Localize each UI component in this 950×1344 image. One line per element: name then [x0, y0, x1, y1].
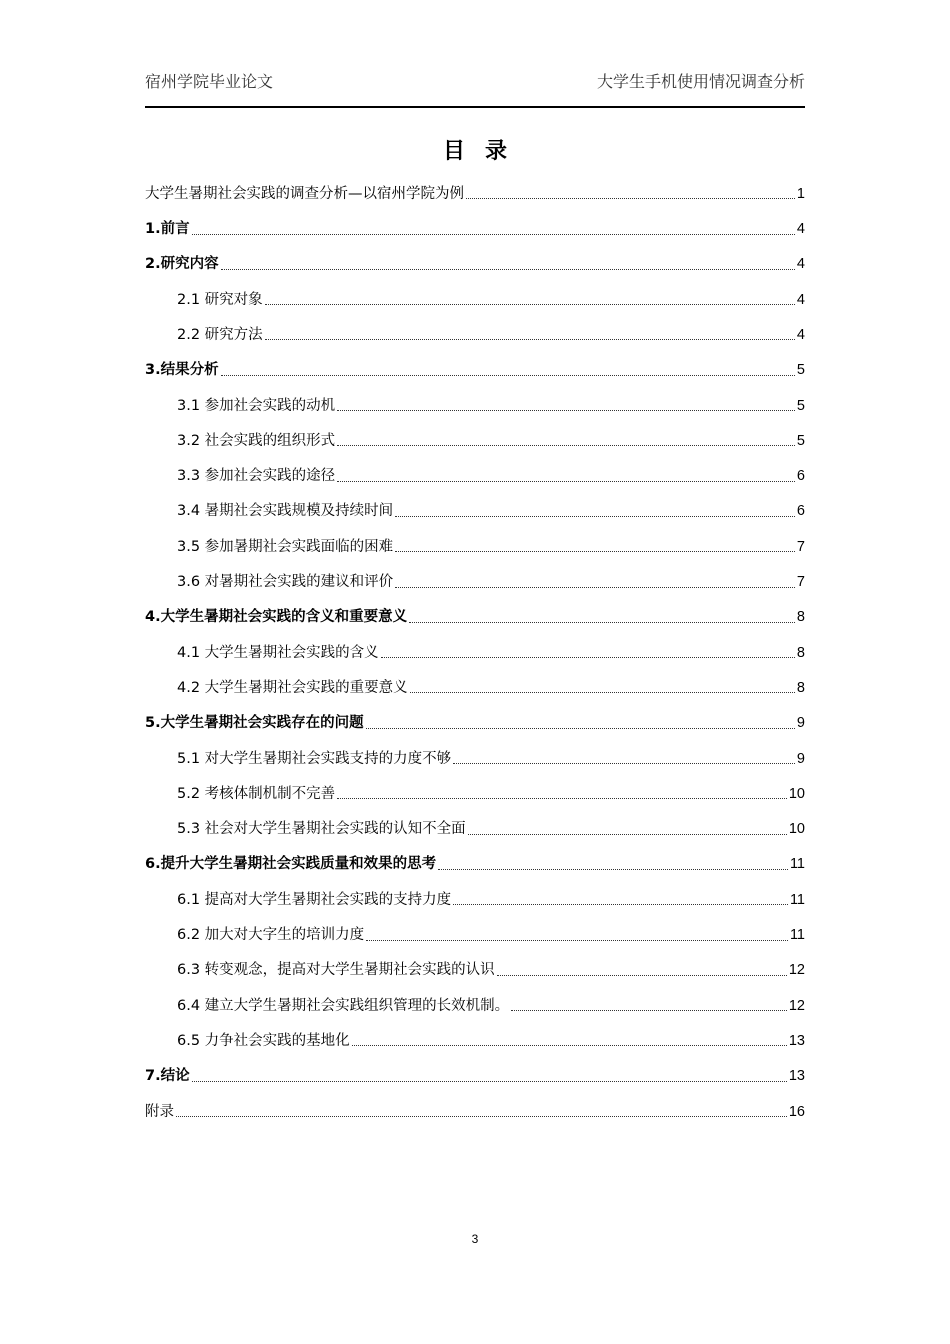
toc-entry-page: 8 — [796, 609, 805, 626]
toc-entry-label: 3.2 社会实践的组织形式 — [177, 432, 336, 449]
toc-entry-label: 6.3 转变观念，提高对大学生暑期社会实践的认识 — [177, 962, 495, 979]
toc-entry-label: 2.研究内容 — [145, 256, 219, 273]
toc-dot-leader — [265, 304, 795, 305]
toc-entry[interactable] — [145, 456, 805, 491]
toc-entry-label: 3.3 参加社会实践的途径 — [177, 468, 336, 485]
header-divider — [145, 106, 805, 108]
toc-entry-label: 5.2 考核体制机制不完善 — [177, 785, 336, 802]
toc-entry-label: 3.结果分析 — [145, 362, 219, 379]
toc-entry-label: 6.2 加大对大字生的培训力度 — [177, 927, 365, 944]
toc-entry-label: 2.2 研究方法 — [177, 326, 263, 343]
toc-entry[interactable] — [145, 386, 805, 421]
toc-entry-label: 5.3 社会对大学生暑期社会实践的认知不全面 — [177, 821, 466, 838]
toc-entry-page: 7 — [796, 574, 805, 591]
toc-entry[interactable] — [145, 915, 805, 950]
toc-entry-label: 3.5 参加暑期社会实践面临的困难 — [177, 538, 394, 555]
toc-dot-leader — [511, 1010, 787, 1011]
toc-dot-leader — [192, 234, 795, 235]
toc-entry-page: 16 — [788, 1103, 805, 1120]
toc-dot-leader — [395, 516, 795, 517]
toc-dot-leader — [410, 692, 795, 693]
toc-entry-page: 10 — [788, 785, 805, 802]
toc-dot-leader — [366, 940, 788, 941]
toc-entry-label: 5.大学生暑期社会实践存在的问题 — [145, 715, 364, 732]
toc-dot-leader — [453, 763, 795, 764]
toc-entry-label: 1.前言 — [145, 221, 190, 238]
toc-entry[interactable] — [145, 703, 805, 738]
toc-dot-leader — [381, 657, 795, 658]
toc-dot-leader — [497, 975, 787, 976]
toc-entry[interactable] — [145, 527, 805, 562]
toc-entry-label: 2.1 研究对象 — [177, 291, 263, 308]
toc-entry[interactable] — [145, 880, 805, 915]
toc-entry[interactable] — [145, 809, 805, 844]
page-header — [145, 66, 805, 92]
toc-dot-leader — [221, 269, 795, 270]
toc-entry[interactable] — [145, 1021, 805, 1056]
toc-entry-label: 6.5 力争社会实践的基地化 — [177, 1032, 350, 1049]
toc-entry-page: 9 — [796, 715, 805, 732]
toc-entry-page: 13 — [788, 1068, 805, 1085]
toc-entry-label: 3.1 参加社会实践的动机 — [177, 397, 336, 414]
toc-entry-page: 13 — [788, 1032, 805, 1049]
toc-entry-page: 11 — [789, 927, 805, 944]
toc-entry[interactable] — [145, 951, 805, 986]
toc-entry[interactable] — [145, 350, 805, 385]
toc-dot-leader — [221, 375, 795, 376]
toc-dot-leader — [466, 198, 795, 199]
toc-entry[interactable] — [145, 245, 805, 280]
toc-dot-leader — [409, 622, 795, 623]
toc-entry[interactable] — [145, 986, 805, 1021]
toc-entry-page: 7 — [796, 538, 805, 555]
toc-entry-page: 8 — [796, 679, 805, 696]
toc-entry[interactable] — [145, 1056, 805, 1091]
toc-dot-leader — [265, 339, 795, 340]
toc-entry-page: 4 — [796, 291, 805, 308]
toc-entry-label: 6.1 提高对大学生暑期社会实践的支持力度 — [177, 891, 452, 908]
toc-entry[interactable] — [145, 315, 805, 350]
toc-title: 目录 — [442, 139, 527, 164]
toc-entry[interactable] — [145, 174, 805, 209]
toc-entry[interactable] — [145, 668, 805, 703]
toc-entry[interactable] — [145, 562, 805, 597]
toc-entry-page: 12 — [788, 997, 805, 1014]
toc-entry[interactable] — [145, 774, 805, 809]
toc-entry[interactable] — [145, 598, 805, 633]
toc-dot-leader — [176, 1116, 787, 1117]
toc-dot-leader — [337, 445, 795, 446]
toc-dot-leader — [337, 481, 795, 482]
toc-entry-label: 4.2 大学生暑期社会实践的重要意义 — [177, 679, 408, 696]
toc-entry-page: 5 — [796, 362, 805, 379]
toc-entry-label: 4.大学生暑期社会实践的含义和重要意义 — [145, 609, 408, 626]
toc-entry[interactable] — [145, 492, 805, 527]
toc-dot-leader — [453, 904, 788, 905]
toc-entry[interactable] — [145, 421, 805, 456]
toc-entry-page: 5 — [796, 432, 805, 449]
toc-dot-leader — [352, 1045, 787, 1046]
toc-dot-leader — [438, 869, 788, 870]
toc-entry-page: 8 — [796, 644, 805, 661]
toc-entry-label: 4.1 大学生暑期社会实践的含义 — [177, 644, 379, 661]
toc-entry-label: 3.4 暑期社会实践规模及持续时间 — [177, 503, 394, 520]
toc-entry[interactable] — [145, 1092, 805, 1127]
toc-entry[interactable] — [145, 739, 805, 774]
page-number: 3 — [471, 1232, 479, 1246]
toc-entry-label: 附录 — [145, 1103, 174, 1120]
toc-entry[interactable] — [145, 633, 805, 668]
toc-entry-label: 6.提升大学生暑期社会实践质量和效果的思考 — [145, 856, 437, 873]
header-right-title: 大学生手机使用情况调查分析 — [596, 72, 805, 91]
toc-entry-page: 11 — [789, 856, 805, 873]
toc-entry[interactable] — [145, 209, 805, 244]
toc-entry[interactable] — [145, 280, 805, 315]
toc-entry-page: 6 — [796, 503, 805, 520]
toc-entry-page: 4 — [796, 221, 805, 238]
toc-entry-page: 4 — [796, 326, 805, 343]
toc-entry[interactable] — [145, 845, 805, 880]
toc-entry-page: 10 — [788, 821, 805, 838]
toc-dot-leader — [337, 410, 795, 411]
table-of-contents — [145, 174, 805, 1127]
toc-entry-label: 3.6 对暑期社会实践的建议和评价 — [177, 574, 394, 591]
toc-dot-leader — [192, 1081, 787, 1082]
toc-dot-leader — [366, 728, 795, 729]
toc-dot-leader — [468, 834, 787, 835]
header-left-title: 宿州学院毕业论文 — [145, 72, 274, 91]
toc-entry-page: 1 — [796, 185, 805, 202]
toc-dot-leader — [337, 798, 787, 799]
toc-entry-label: 大学生暑期社会实践的调查分析—以宿州学院为例 — [145, 185, 464, 202]
toc-entry-label: 6.4 建立大学生暑期社会实践组织管理的长效机制。 — [177, 997, 510, 1014]
toc-entry-page: 9 — [796, 750, 805, 767]
toc-entry-label: 7.结论 — [145, 1068, 190, 1085]
toc-entry-page: 4 — [796, 256, 805, 273]
toc-entry-page: 11 — [789, 891, 805, 908]
toc-entry-page: 5 — [796, 397, 805, 414]
toc-entry-page: 6 — [796, 468, 805, 485]
toc-entry-label: 5.1 对大学生暑期社会实践支持的力度不够 — [177, 750, 452, 767]
toc-dot-leader — [395, 587, 795, 588]
toc-dot-leader — [395, 551, 795, 552]
toc-entry-page: 12 — [788, 962, 805, 979]
